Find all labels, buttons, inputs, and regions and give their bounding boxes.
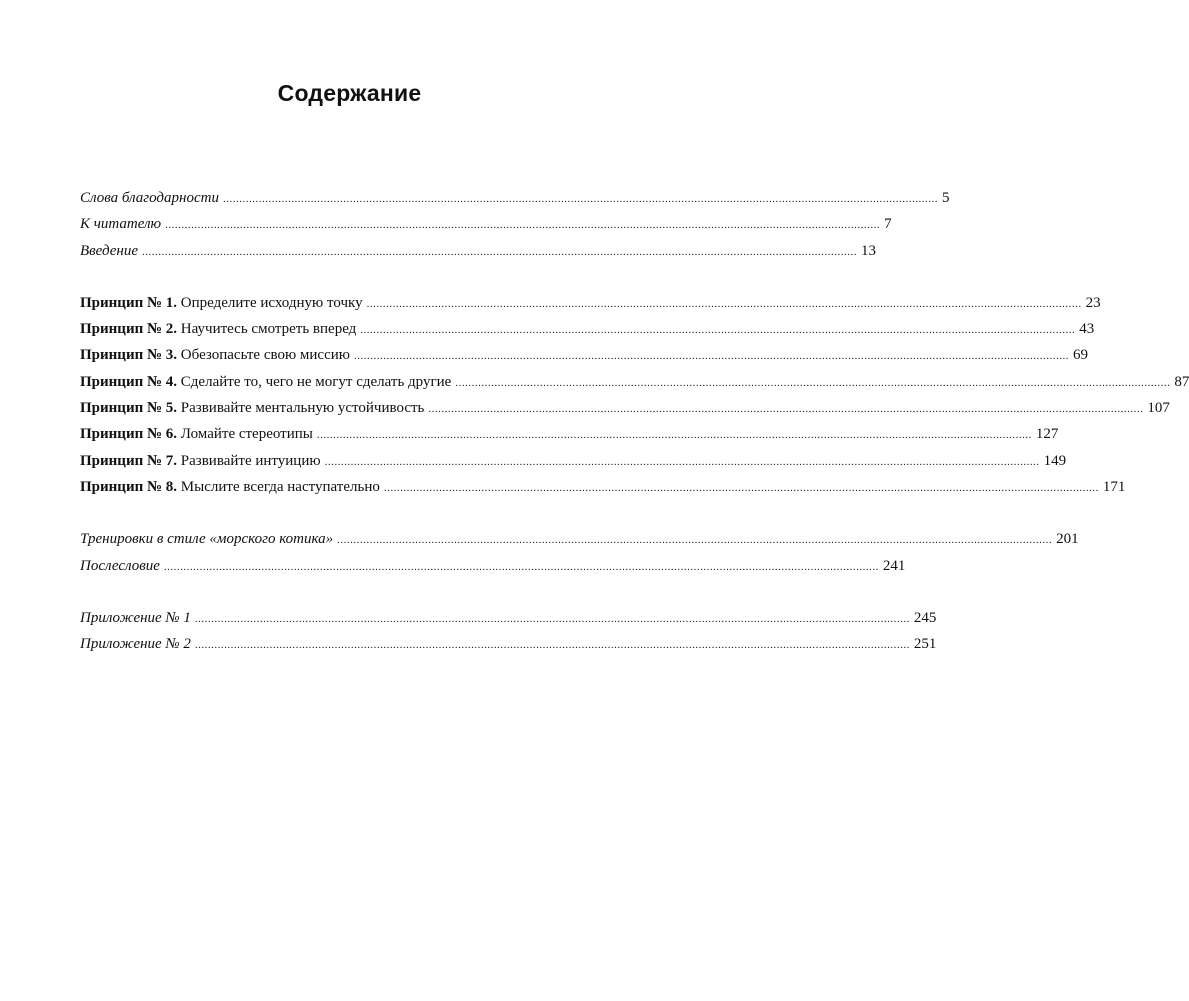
toc-entry-label: Ломайте стереотипы [180, 426, 313, 443]
toc-entry-title [80, 243, 138, 260]
toc-entry-page-number: 171 [1102, 478, 1126, 495]
toc-entry-label: Развивайте ментальную устойчивость [180, 400, 425, 417]
toc-entry-title [80, 479, 380, 496]
toc-entry[interactable] [80, 636, 937, 662]
toc-entry-page-number: 245 [913, 609, 937, 626]
toc-entry-title [80, 216, 161, 233]
toc-entry[interactable] [80, 347, 1088, 373]
toc-entry-label: Мыслите всегда наступательно [180, 478, 380, 495]
toc-entry-prefix: Принцип № 5. [80, 400, 178, 417]
toc-entry-title [80, 453, 321, 470]
toc-entry[interactable] [80, 557, 906, 584]
dot-leader: ............................................................................................................................................................................................................................ [353, 350, 1069, 363]
dot-leader: ............................................................................................................................................................................................................................ [383, 481, 1099, 494]
dot-leader: ............................................................................................................................................................................................................................ [455, 376, 1171, 389]
toc-entry-page-number: 87 [1174, 373, 1189, 390]
toc-entry-page-number: 5 [941, 190, 950, 206]
toc-entry[interactable] [80, 400, 1170, 426]
toc-entry-page-number: 69 [1072, 347, 1088, 364]
toc-entry-page-number: 149 [1043, 452, 1067, 469]
toc-entry-prefix: Принцип № 6. [80, 426, 178, 443]
toc-entry-prefix: Принцип № 8. [80, 478, 178, 495]
toc-entry-title [80, 426, 313, 443]
toc-entry-label: Слова благодарности [80, 190, 219, 206]
toc-group [80, 531, 1079, 584]
toc-entry-label: Научитесь смотреть вперед [180, 321, 357, 338]
toc-entry-page-number: 241 [882, 557, 906, 574]
toc-entry-prefix: Принцип № 2. [80, 321, 178, 338]
toc-entry-label: Сделайте то, чего не могут сделать другие [180, 373, 452, 390]
toc-entry-page-number: 201 [1056, 531, 1079, 548]
toc-entry-label: Приложение № 1 [80, 609, 191, 626]
toc-entry-label: Послесловие [80, 557, 160, 574]
toc-entry-title [80, 531, 333, 548]
toc-group [80, 190, 950, 269]
toc-entry-title [80, 295, 363, 312]
toc-entry[interactable] [80, 216, 892, 242]
dot-leader: ............................................................................................................................................................................................................................ [194, 639, 910, 652]
toc-entry-label: Обезопасьте свою миссию [180, 347, 350, 364]
toc-entry-title [80, 558, 160, 575]
toc-entry-page-number: 7 [884, 216, 892, 233]
toc-entry[interactable] [80, 294, 1101, 321]
toc-entry-title [80, 636, 191, 653]
dot-leader: ............................................................................................................................................................................................................................ [194, 612, 910, 625]
dot-leader: ............................................................................................................................................................................................................................ [142, 245, 857, 258]
toc-entry-page-number: 43 [1079, 321, 1095, 338]
table-of-contents [80, 190, 1189, 662]
dot-leader: ............................................................................................................................................................................................................................ [428, 403, 1144, 416]
dot-leader: ............................................................................................................................................................................................................................ [165, 219, 881, 232]
toc-entry-prefix: Принцип № 7. [80, 452, 178, 469]
toc-entry-title [80, 190, 219, 207]
toc-entry-prefix: Принцип № 4. [80, 373, 178, 390]
toc-entry[interactable] [80, 452, 1067, 479]
toc-entry-label: Определите исходную точку [180, 294, 363, 311]
toc-entry-label: Тренировки в стиле «морского котика» [80, 531, 334, 548]
toc-group [80, 294, 1189, 505]
dot-leader: ............................................................................................................................................................................................................................ [163, 560, 879, 573]
toc-group [80, 609, 937, 663]
toc-entry-title [80, 347, 350, 364]
dot-leader: ............................................................................................................................................................................................................................ [337, 534, 1053, 547]
dot-leader: ............................................................................................................................................................................................................................ [222, 193, 938, 205]
toc-entry-label: Развивайте интуицию [180, 452, 321, 469]
toc-entry-title [80, 400, 424, 417]
toc-entry-page-number: 107 [1147, 400, 1170, 417]
toc-entry[interactable] [80, 426, 1059, 452]
toc-entry-page-number: 251 [913, 636, 937, 653]
toc-entry-label: Приложение № 2 [80, 636, 191, 653]
toc-entry-prefix: Принцип № 3. [80, 347, 178, 364]
toc-entry[interactable] [80, 242, 876, 269]
toc-entry-title [80, 321, 356, 338]
toc-entry-page-number: 13 [861, 242, 876, 259]
toc-entry-label: К читателю [80, 216, 162, 233]
page-title: Содержание [277, 80, 422, 106]
toc-entry-title [80, 374, 451, 391]
toc-entry[interactable] [80, 609, 937, 636]
toc-entry-title [80, 610, 191, 627]
dot-leader: ............................................................................................................................................................................................................................ [324, 455, 1040, 468]
toc-entry-label: Введение [80, 242, 138, 259]
toc-entry-prefix: Принцип № 1. [80, 294, 178, 311]
dot-leader: ............................................................................................................................................................................................................................ [316, 429, 1032, 442]
toc-entry-page-number: 23 [1085, 294, 1101, 311]
toc-entry[interactable] [80, 190, 950, 216]
dot-leader: ............................................................................................................................................................................................................................ [360, 324, 1076, 337]
toc-entry[interactable] [80, 478, 1126, 505]
toc-entry[interactable] [80, 321, 1095, 347]
toc-entry-page-number: 127 [1035, 426, 1059, 443]
toc-entry[interactable] [80, 531, 1079, 557]
dot-leader: ............................................................................................................................................................................................................................ [366, 297, 1082, 310]
toc-entry[interactable] [80, 373, 1189, 400]
